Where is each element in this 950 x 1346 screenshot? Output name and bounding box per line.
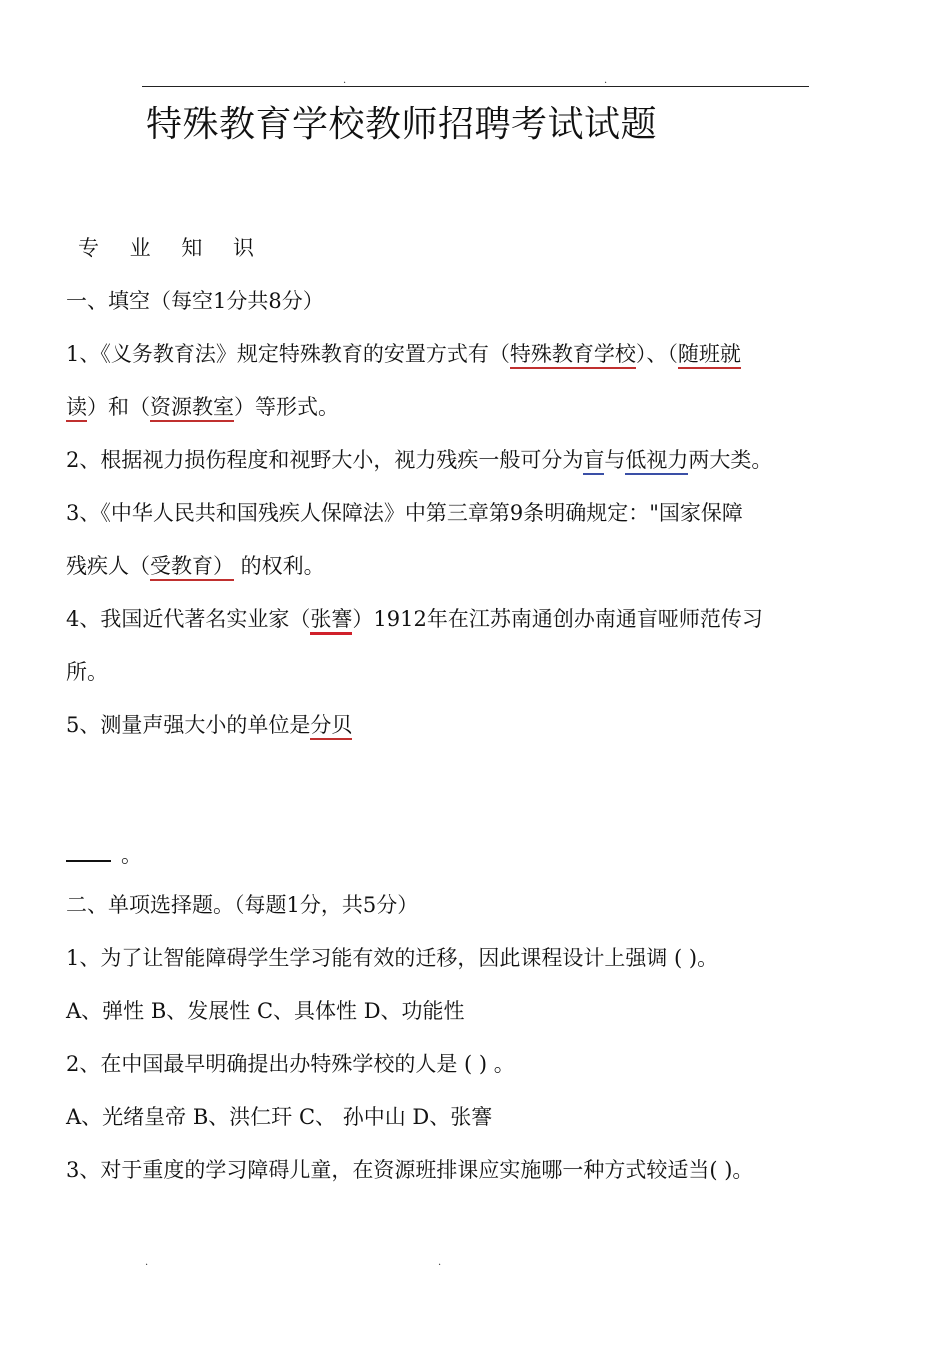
header-dot-right: . bbox=[604, 75, 608, 86]
header-dot-left: . bbox=[343, 75, 347, 86]
fill-q2-pre: 2、根据视力损伤程度和视野大小，视力残疾一般可分为 bbox=[66, 448, 584, 472]
section-label: 专 业 知 识 bbox=[78, 236, 267, 260]
fill-q2-answer-2: 低视力 bbox=[625, 448, 688, 475]
fill-q2-mid: 与 bbox=[604, 448, 626, 472]
fill-q1-answer-2b: 读 bbox=[66, 395, 87, 422]
part1-heading: 一、填空（每空1分共8分） bbox=[66, 289, 324, 313]
fill-q1-pre: 1、《义务教育法》规定特殊教育的安置方式有（ bbox=[66, 342, 510, 366]
footer-dot-left: . bbox=[145, 1257, 149, 1268]
fill-q5-pre: 5、测量声强大小的单位是 bbox=[66, 713, 311, 737]
choice-q1-options: A、弹性 B、发展性 C、具体性 D、功能性 bbox=[66, 999, 465, 1023]
choice-q1: 1、为了让智能障碍学生学习能有效的迁移，因此课程设计上强调 ( )。 bbox=[66, 946, 719, 970]
trailing-blank bbox=[66, 840, 142, 870]
page-title: 特殊教育学校教师招聘考试试题 bbox=[146, 104, 658, 145]
choice-q2: 2、在中国最早明确提出办特殊学校的人是 ( ) 。 bbox=[66, 1052, 515, 1076]
fill-q3-line2 bbox=[66, 551, 325, 581]
fill-q3-pre: 残疾人（ bbox=[66, 554, 150, 578]
header-rule bbox=[142, 86, 809, 87]
fill-q4-line1 bbox=[66, 604, 763, 634]
footer-dot-right: . bbox=[438, 1257, 442, 1268]
fill-q1-answer-2a: 随班就 bbox=[678, 342, 741, 369]
part2-heading: 二、单项选择题。（每题1分，共5分） bbox=[66, 893, 419, 917]
fill-q5-answer: 分贝 bbox=[310, 713, 352, 740]
fill-q1-mid1: ）、（ bbox=[635, 342, 678, 366]
fill-q1-post: ）等形式。 bbox=[234, 395, 339, 419]
fill-q1-answer-3: 资源教室 bbox=[150, 395, 234, 422]
fill-q3-post: 的权利。 bbox=[234, 554, 325, 578]
fill-q2-post: 两大类。 bbox=[688, 448, 773, 472]
fill-q1-line1 bbox=[66, 339, 741, 369]
fill-q1-mid2: ）和（ bbox=[87, 395, 150, 419]
fill-q4-post: ）1912年在江苏南通创办南通盲哑师范传习 bbox=[352, 607, 763, 631]
fill-q2-answer-1: 盲 bbox=[583, 448, 604, 475]
fill-q1-line2 bbox=[66, 392, 339, 422]
fill-q4-answer: 张謇 bbox=[310, 607, 352, 635]
blank-underline bbox=[66, 860, 111, 862]
fill-q5 bbox=[66, 710, 352, 740]
choice-q2-options: A、光绪皇帝 B、洪仁玕 C、 孙中山 D、张謇 bbox=[66, 1105, 493, 1129]
choice-q3: 3、对于重度的学习障碍儿童，在资源班排课应实施哪一种方式较适当( )。 bbox=[66, 1158, 754, 1182]
fill-q3-answer: 受教育） bbox=[150, 554, 234, 581]
fill-q2 bbox=[66, 445, 772, 475]
fill-q1-answer-1: 特殊教育学校 bbox=[510, 342, 636, 369]
trailing-period: 。 bbox=[121, 843, 142, 867]
fill-q4-pre: 4、我国近代著名实业家（ bbox=[66, 607, 311, 631]
fill-q3-line1: 3、《中华人民共和国残疾人保障法》中第三章第9条明确规定："国家保障 bbox=[66, 501, 743, 525]
fill-q4-line2: 所。 bbox=[66, 660, 108, 684]
